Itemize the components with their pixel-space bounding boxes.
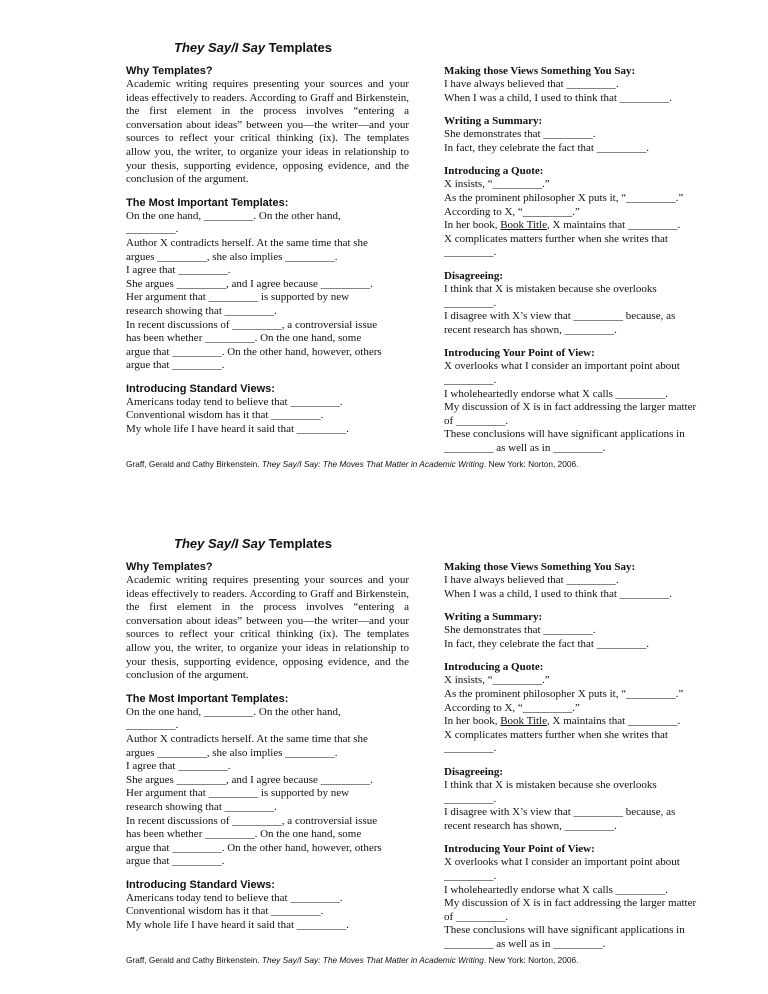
- template-line: I agree that _________.: [126, 264, 231, 277]
- template-line: These conclusions will have significant applications in: [444, 924, 685, 937]
- summary-section: [444, 114, 718, 155]
- right-column: [444, 55, 718, 455]
- disagreeing-section: [444, 269, 718, 337]
- template-line: According to X, “_________.”: [444, 205, 580, 218]
- template-line: Americans today tend to believe that _________.: [126, 891, 343, 904]
- template-line: has been whether _________. On the one hand, some: [126, 332, 362, 345]
- template-line: I disagree with X’s view that _________ because, as: [444, 806, 676, 819]
- section-body: Academic writing requires presenting your sources and your ideas effectively to readers. According to Graff and Birkenstein, the first element in the process involves “entering a conversation about ideas” between you—the writer—and your sources to reflect your critical thinking (ix). The templates allow you, the writer, to organize your ideas in relationship to your thesis, supporting evidence, opposing evidence, and the conclusion of the argument.: [126, 574, 409, 682]
- template-line: I think that X is mistaken because she overlooks: [444, 282, 657, 295]
- section-heading: Making those Views Something You Say:: [444, 65, 636, 77]
- template-line: X complicates matters further when she writes that: [444, 728, 668, 741]
- section-heading: Introducing Your Point of View:: [444, 347, 595, 360]
- template-line: As the prominent philosopher X puts it, “_________.”: [444, 687, 684, 700]
- template-line: X overlooks what I consider an important point about: [444, 856, 680, 869]
- point-of-view-section: [444, 842, 718, 951]
- template-line: _________ as well as in _________.: [444, 441, 606, 454]
- section-heading: Introducing Standard Views:: [126, 878, 275, 891]
- section-heading: Introducing Your Point of View:: [444, 843, 595, 856]
- template-line: argue that _________.: [126, 359, 225, 372]
- template-line: On the one hand, _________. On the other hand,: [126, 209, 341, 222]
- template-line: My discussion of X is in fact addressing the larger matter: [444, 401, 697, 414]
- citation: Graff, Gerald and Cathy Birkenstein. They Say/I Say: The Moves That Matter in Academic Writing. New York: Norton, 2006.: [126, 955, 579, 965]
- template-line: She demonstrates that _________.: [444, 128, 596, 141]
- standard-views-section: [126, 878, 409, 933]
- section-heading: Writing a Summary:: [444, 115, 543, 128]
- template-line: She argues _________, and I agree because _________.: [126, 773, 373, 786]
- disagreeing-section: [444, 765, 718, 833]
- template-line: X insists, “_________.”: [444, 674, 550, 687]
- template-sheet-bottom: [0, 496, 768, 993]
- template-line: As the prominent philosopher X puts it, “_________.”: [444, 191, 684, 204]
- template-line: Author X contradicts herself. At the same time that she: [126, 732, 368, 745]
- template-line: _________.: [444, 869, 497, 882]
- views-section: [444, 560, 718, 601]
- template-line: Americans today tend to believe that _________.: [126, 395, 343, 408]
- template-line: X complicates matters further when she writes that: [444, 232, 668, 245]
- template-line: has been whether _________. On the one hand, some: [126, 828, 362, 841]
- section-heading: Writing a Summary:: [444, 611, 543, 624]
- page-title: They Say/I Say Templates: [174, 536, 333, 551]
- section-heading: Why Templates?: [126, 65, 213, 77]
- template-line: argue that _________.: [126, 855, 225, 868]
- template-line: She argues _________, and I agree because _________.: [126, 277, 373, 290]
- template-line: These conclusions will have significant applications in: [444, 428, 685, 441]
- book-title: Book Title: [500, 219, 547, 232]
- summary-section: [444, 610, 718, 651]
- section-heading: Disagreeing:: [444, 765, 504, 778]
- template-line: Her argument that _________ is supported by new: [126, 787, 350, 800]
- template-line: _________.: [444, 373, 497, 386]
- template-line: recent research has shown, _________.: [444, 323, 617, 336]
- standard-views-section: [126, 382, 409, 437]
- template-line: _________.: [444, 742, 497, 755]
- point-of-view-section: [444, 346, 718, 455]
- template-line: According to X, “_________.”: [444, 701, 580, 714]
- template-line: I wholeheartedly endorse what X calls _________.: [444, 387, 668, 400]
- template-line: In recent discussions of _________, a controversial issue: [126, 318, 378, 331]
- page-title: They Say/I Say Templates: [174, 40, 333, 55]
- section-heading: Why Templates?: [126, 561, 213, 573]
- template-line: Author X contradicts herself. At the same time that she: [126, 236, 368, 249]
- template-line: X insists, “_________.”: [444, 178, 550, 191]
- template-line: _________.: [444, 296, 497, 309]
- template-line: I have always believed that _________.: [444, 78, 619, 90]
- citation: Graff, Gerald and Cathy Birkenstein. They Say/I Say: The Moves That Matter in Academic Writing. New York: Norton, 2006.: [126, 459, 579, 469]
- template-line: I agree that _________.: [126, 760, 231, 773]
- section-heading: Introducing Standard Views:: [126, 382, 275, 395]
- why-templates-section: [126, 64, 409, 187]
- right-column: [444, 551, 718, 951]
- template-line: argues _________, she also implies _________.: [126, 746, 338, 759]
- left-column: [126, 560, 409, 933]
- template-line: Conventional wisdom has it that _________.: [126, 905, 324, 918]
- template-line: On the one hand, _________. On the other hand,: [126, 705, 341, 718]
- template-line: argue that _________. On the other hand, however, others: [126, 841, 382, 854]
- template-line: _________ as well as in _________.: [444, 937, 606, 950]
- left-column: [126, 64, 409, 437]
- template-line: My discussion of X is in fact addressing the larger matter: [444, 897, 697, 910]
- template-line: I have always believed that _________.: [444, 574, 619, 586]
- template-line: She demonstrates that _________.: [444, 624, 596, 637]
- template-line: argues _________, she also implies _________.: [126, 250, 338, 263]
- template-line: research showing that _________.: [126, 304, 277, 317]
- template-line: In recent discussions of _________, a controversial issue: [126, 814, 378, 827]
- section-heading: Introducing a Quote:: [444, 165, 544, 178]
- template-line: In fact, they celebrate the fact that _________.: [444, 141, 649, 154]
- template-line: In her book, Book Title, X maintains that _________.: [444, 219, 681, 232]
- quote-section: [444, 164, 718, 260]
- template-line: _________.: [126, 719, 179, 732]
- template-line: _________.: [444, 792, 497, 805]
- quote-section: [444, 660, 718, 756]
- section-heading: Introducing a Quote:: [444, 661, 544, 674]
- section-body: Academic writing requires presenting your sources and your ideas effectively to readers. According to Graff and Birkenstein, the first element in the process involves “entering a conversation about ideas” between you—the writer—and your sources to reflect your critical thinking (ix). The templates allow you, the writer, to organize your ideas in relationship to your thesis, supporting evidence, opposing evidence, and the conclusion of the argument.: [126, 78, 409, 186]
- template-line: recent research has shown, _________.: [444, 819, 617, 832]
- section-heading: The Most Important Templates:: [126, 692, 289, 705]
- template-line: I wholeheartedly endorse what X calls _________.: [444, 883, 668, 896]
- views-section: [444, 64, 718, 105]
- template-line: When I was a child, I used to think that _________.: [444, 91, 672, 104]
- important-templates-section: [126, 196, 409, 373]
- why-templates-section: [126, 560, 409, 683]
- template-line: _________.: [444, 246, 497, 259]
- template-line: My whole life I have heard it said that _________.: [126, 919, 350, 932]
- template-line: of _________.: [444, 910, 509, 923]
- section-heading: Disagreeing:: [444, 269, 504, 282]
- section-heading: Making those Views Something You Say:: [444, 561, 636, 573]
- section-heading: The Most Important Templates:: [126, 196, 289, 209]
- template-line: research showing that _________.: [126, 800, 277, 813]
- important-templates-section: [126, 692, 409, 869]
- template-line: In her book, Book Title, X maintains that _________.: [444, 715, 681, 728]
- template-line: My whole life I have heard it said that _________.: [126, 423, 350, 436]
- template-line: In fact, they celebrate the fact that _________.: [444, 637, 649, 650]
- book-title: Book Title: [500, 715, 547, 728]
- template-line: argue that _________. On the other hand, however, others: [126, 345, 382, 358]
- template-line: Her argument that _________ is supported by new: [126, 291, 350, 304]
- template-line: X overlooks what I consider an important point about: [444, 360, 680, 373]
- template-line: of _________.: [444, 414, 509, 427]
- template-line: I disagree with X’s view that _________ because, as: [444, 310, 676, 323]
- template-line: Conventional wisdom has it that _________.: [126, 409, 324, 422]
- template-line: _________.: [126, 223, 179, 236]
- template-line: When I was a child, I used to think that _________.: [444, 587, 672, 600]
- template-line: I think that X is mistaken because she overlooks: [444, 778, 657, 791]
